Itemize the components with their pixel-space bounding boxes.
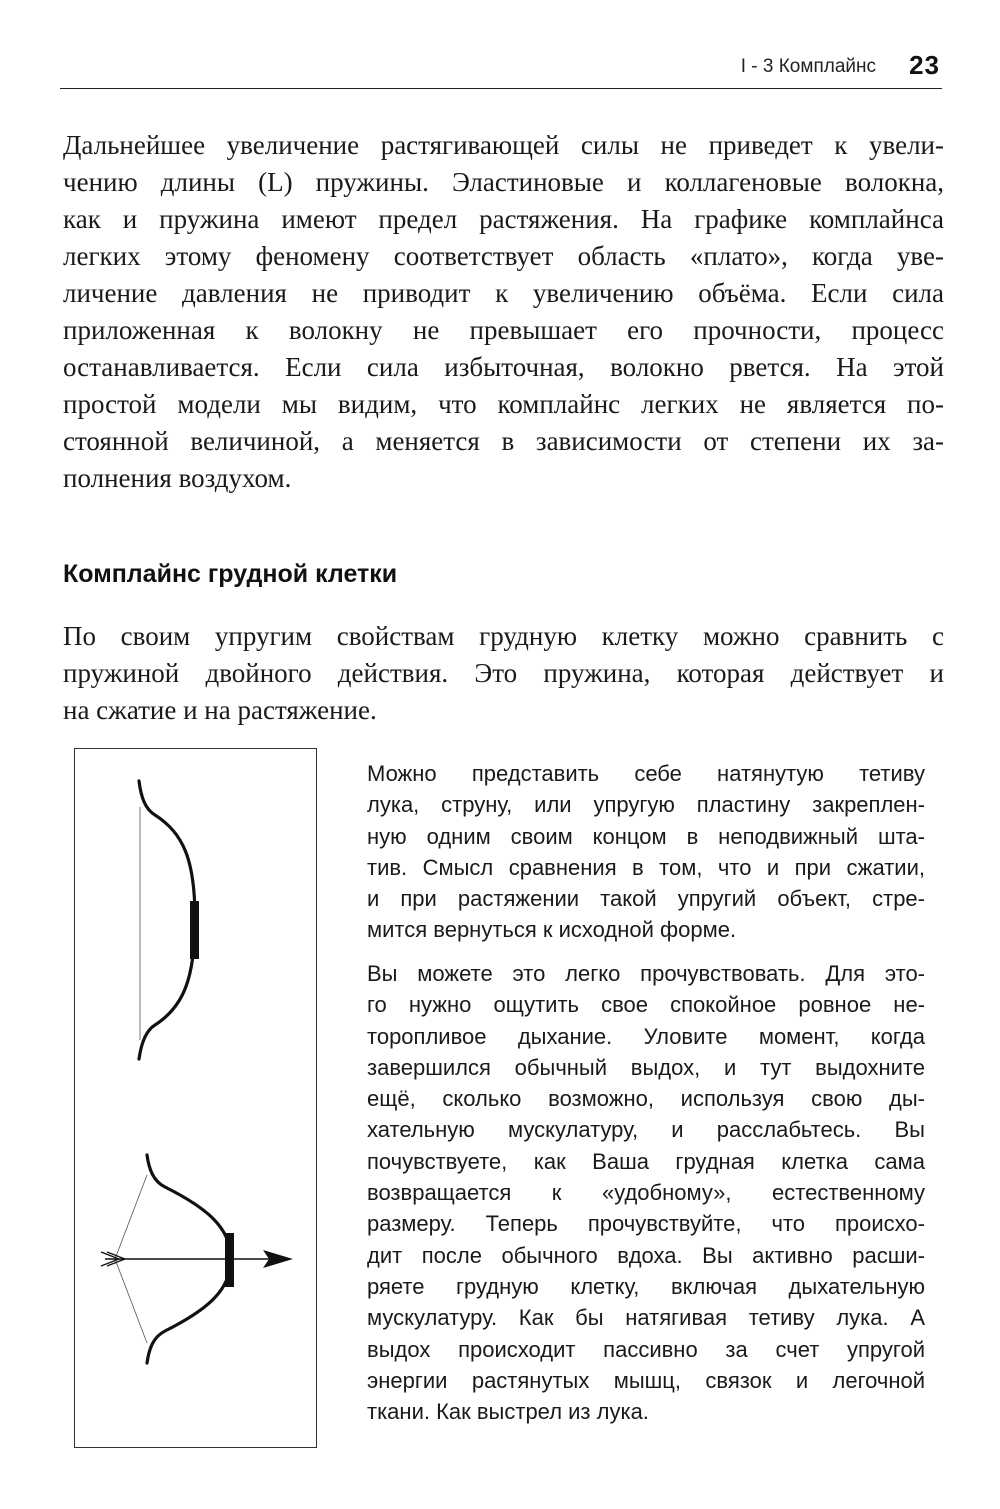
text-line: останавливается. Если сила избыточная, волокно рвется. На этой xyxy=(63,352,944,382)
text-line: легких этому феномену соответствует область «плато», когда уве- xyxy=(63,241,944,271)
text-line: стоянной величиной, а меняется в зависимости от степени их за- xyxy=(63,426,944,456)
text-line: тив. Смысл сравнения в том, что и при сжатии, xyxy=(367,854,925,880)
text-line: Вы можете это легко прочувствовать. Для это- xyxy=(367,961,925,986)
text-line: ную одним своим концом в неподвижный шта- xyxy=(367,823,925,849)
text-line: приложенная к волокну не превышает его прочности, процесс xyxy=(63,315,944,345)
bow-relaxed-icon xyxy=(139,781,199,1059)
page-number: 23 xyxy=(909,50,940,80)
text-line: размеру. Теперь прочувствуйте, что происхо- xyxy=(367,1211,925,1237)
text-line: полнения воздухом. xyxy=(63,463,292,493)
text-line: мится вернуться к исходной форме. xyxy=(367,917,737,943)
section-heading: Комплайнс грудной клетки xyxy=(63,560,398,588)
text-line: ещё, сколько возможно, используя свою ды- xyxy=(367,1086,925,1112)
body-paragraph-1 xyxy=(63,127,944,497)
text-line: го нужно ощутить свое спокойное ровное не- xyxy=(367,992,925,1018)
text-line: дит после обычного вдоха. Вы активно расши- xyxy=(367,1242,925,1268)
text-line: Можно представить себе натянутую тетиву xyxy=(367,761,925,786)
text-line: завершился обычный выдох, и тут выдохните xyxy=(367,1054,925,1080)
text-line: ряете грудную клетку, включая дыхательную xyxy=(367,1273,925,1299)
text-line: и при растяжении такой упругий объект, стре- xyxy=(367,886,925,912)
text-line: торопливое дыхание. Уловите момент, когда xyxy=(367,1023,925,1049)
text-line: почувствуете, как Ваша грудная клетка сама xyxy=(367,1148,925,1174)
bow-illustration xyxy=(75,749,318,1449)
text-line: на сжатие и на растяжение. xyxy=(63,695,377,725)
running-header xyxy=(60,52,942,89)
text-line: ткани. Как выстрел из лука. xyxy=(367,1399,649,1425)
text-line: пружиной двойного действия. Это пружина, которая действует и xyxy=(63,658,944,688)
text-line: как и пружина имеют предел растяжения. На графике комплайнса xyxy=(63,204,944,234)
bow-drawn-with-arrow-icon xyxy=(101,1155,293,1363)
text-line: лука, струну, или упругую пластину закреплен- xyxy=(367,792,925,818)
text-line: Дальнейшее увеличение растягивающей силы не приведет к увели- xyxy=(63,130,944,160)
text-line: мускулатуру. Как бы натягивая тетиву лука. А xyxy=(367,1305,925,1331)
text-line: чению длины (L) пружины. Эластиновые и коллагеновые волокна, xyxy=(63,167,944,197)
bow-figure xyxy=(74,748,317,1448)
text-line: хательную мускулатуру, и расслабьтесь. Вы xyxy=(367,1117,925,1143)
chapter-title: I - 3 Комплайнс xyxy=(740,56,876,77)
text-line: энергии растянутых мышц, связок и легочной xyxy=(367,1367,925,1393)
box-text-1 xyxy=(367,758,925,946)
text-line: выдох происходит пассивно за счет упругой xyxy=(367,1336,925,1362)
text-line: возвращается к «удобному», естественному xyxy=(367,1180,925,1206)
text-line: По своим упругим свойствам грудную клетку можно сравнить с xyxy=(63,621,944,651)
text-line: личение давления не приводит к увеличению объёма. Если сила xyxy=(63,278,944,308)
body-paragraph-2 xyxy=(63,618,944,729)
box-text-2 xyxy=(367,958,925,1427)
text-line: простой модели мы видим, что комплайнс легких не является по- xyxy=(63,389,944,419)
